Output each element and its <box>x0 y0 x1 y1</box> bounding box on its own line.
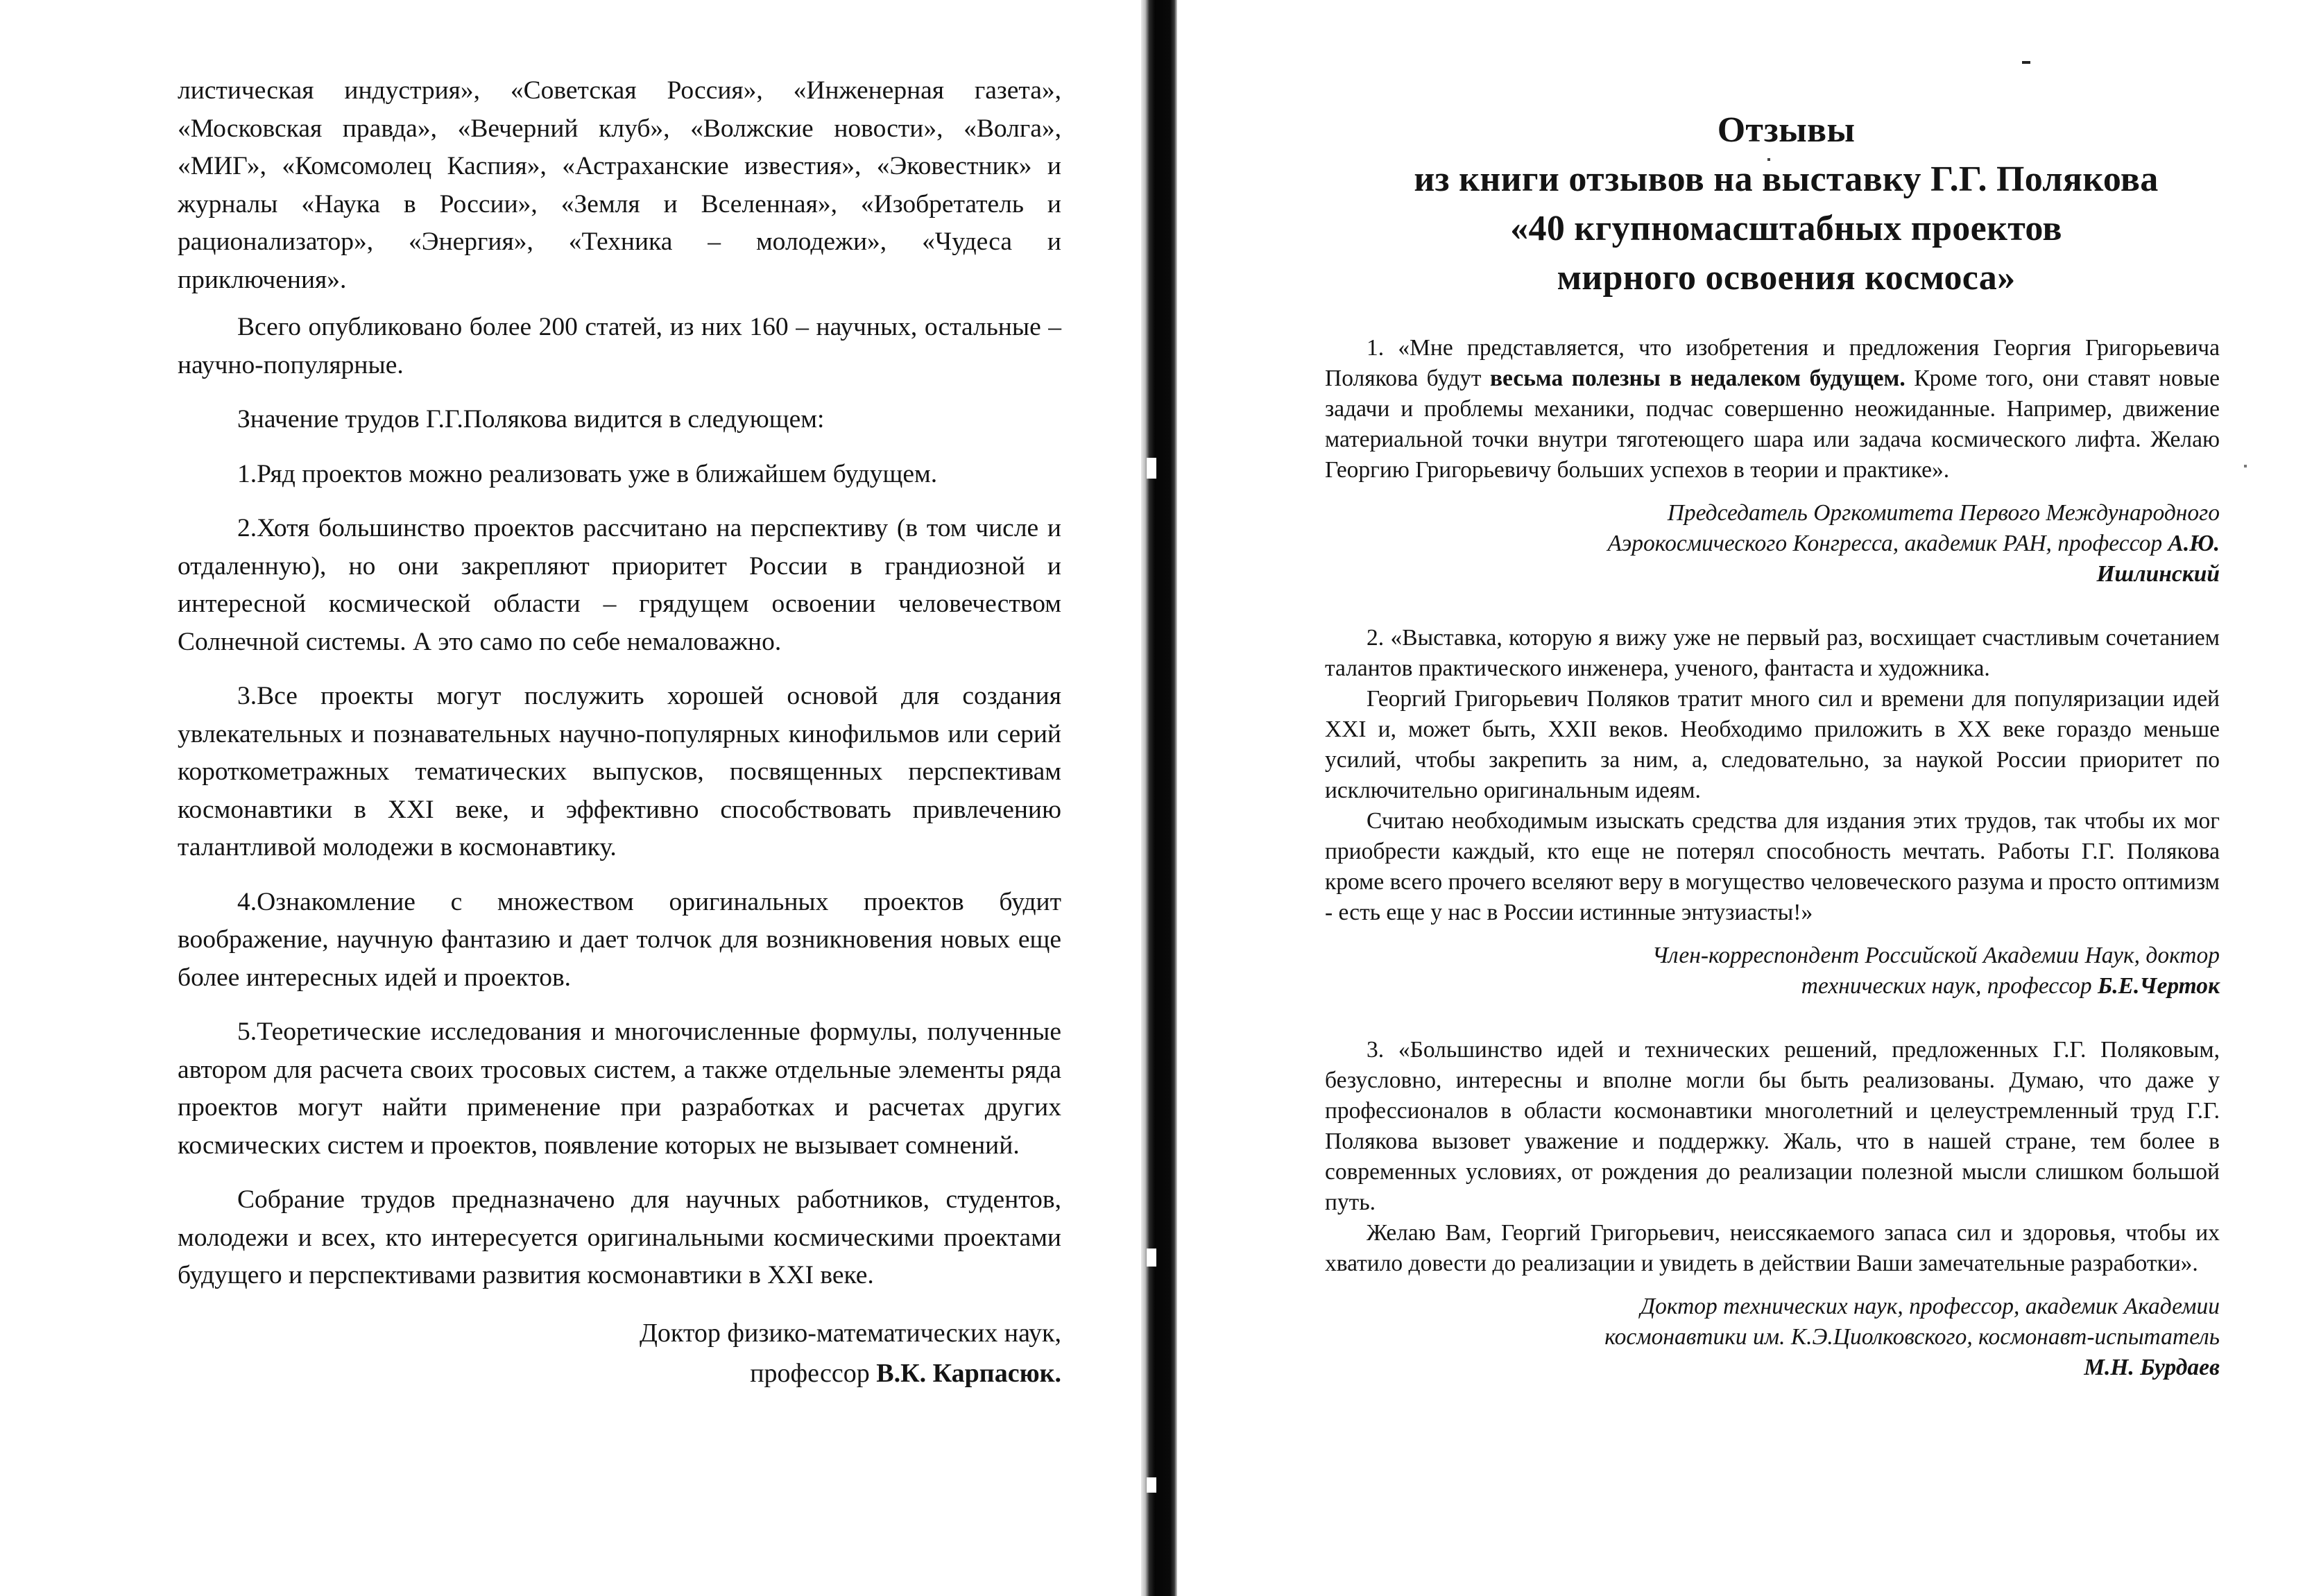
spine-notch <box>1147 1477 1156 1493</box>
title-line-1: Отзывы <box>1717 110 1856 150</box>
book-spine <box>1141 0 1177 1596</box>
review-2-paragraph-1: 2. «Выставка, которую я вижу уже не первый раз, восхищает счастливым сочетанием талантов практического инженера, ученого, фантаста и художника. <box>1325 625 2220 681</box>
review-2-author-title: Член-корреспондент Российской Академии Наук, доктор технических наук, профессор <box>1652 943 2220 999</box>
left-page <box>0 0 1138 1596</box>
title-line-3: «40 кгупномасштабных проектов <box>1510 209 2062 248</box>
review-2-paragraph-3: Считаю необходимым изыскать средства для издания этих трудов, так чтобы их мог приобрести каждый, кто еще не потерял способность мечтать. Работы Г.Г. Полякова кроме всего прочего вселяют веру в могущество человеческого разума и просто оптимизм - есть еще у нас в России истинные энтузиасты!» <box>1325 808 2220 925</box>
paragraph-publications: листическая индустрия», «Советская Россия», «Инженерная газета», «Московская правда», «Вечерний клуб», «Волжские новости», «Волга», «МИГ», «Комсомолец Каспия», «Астраханские известия», «Эковестник» и журналы «Наука в России», «Земля и Вселенная», «Изобретатель и рационализатор», «Энергия», «Техника – молодежи», «Чудеса и приключения». <box>178 76 1061 294</box>
title-line-4: мирного освоения космоса» <box>1557 258 2016 298</box>
signature-line-1: Доктор физико-математических наук, <box>639 1319 1061 1348</box>
title-line-2: из книги отзывов на выставку Г.Г. Полякова <box>1414 160 2159 199</box>
review-3-author-title: Доктор технических наук, профессор, академик Академии космонавтики им. К.Э.Циолковского, космонавт-испытатель <box>1604 1294 2220 1350</box>
left-page-body <box>178 72 1061 1312</box>
review-3-author-name: М.Н. Бурдаев <box>2084 1355 2220 1380</box>
review-3-paragraph-1: 3. «Большинство идей и технических решений, предложенных Г.Г. Поляковым, безусловно, интересны и вполне могли бы быть реализованы. Думаю, что даже у профессионалов в области космонавтики многолетний и целеустремленный труд Г.Г. Полякова вызовет уважение и поддержку. Жаль, что в нашей стране, тем более в современных условиях, от рождения до реализации полезной мысли слишком большой путь. <box>1325 1037 2220 1215</box>
review-1-author <box>1325 498 2220 590</box>
spacer <box>1325 590 2220 623</box>
paragraph-significance-intro: Значение трудов Г.Г.Полякова видится в следующем: <box>237 405 825 434</box>
signature-prefix: профессор <box>750 1359 877 1388</box>
page-speck <box>2244 465 2247 467</box>
significance-item-3: 3.Все проекты могут послужить хорошей основой для создания увлекательных и познавательных научно-популярных кинофильмов или серий короткометражных тематических выпусков, посвященных перспективам космонавтики в XXI веке, и эффективно способствовать привлечению талантливой молодежи в космонавтику. <box>178 682 1061 861</box>
review-2-author-name: Б.Е.Черток <box>2098 973 2220 999</box>
review-2-paragraph-2: Георгий Григорьевич Поляков тратит много сил и времени для популяризации идей XXI и, может быть, XXII веков. Необходимо приложить в XX веке гораздо меньше усилий, чтобы закрепить за ним, а, следовательно, за наукой России приоритет по исключительно оригинальным идеям. <box>1325 686 2220 803</box>
signature-line-2 <box>178 1353 1061 1393</box>
spine-notch <box>1147 458 1156 479</box>
review-1-text <box>1325 333 2220 486</box>
review-1-author-title: Председатель Оргкомитета Первого Международного Аэрокосмического Конгресса, академик РАН, профессор <box>1607 500 2220 556</box>
spacer <box>1325 1002 2220 1035</box>
significance-item-1: 1.Ряд проектов можно реализовать уже в ближайшем будущем. <box>237 459 938 488</box>
review-2-author <box>1325 941 2220 1002</box>
left-page-signature <box>178 1313 1061 1393</box>
review-1-emphasis: весьма полезны в недалеком будущем. <box>1489 366 1905 391</box>
signature-name: В.К. Карпасюк. <box>876 1359 1061 1388</box>
significance-item-4: 4.Ознакомление с множеством оригинальных проектов будит воображение, научную фантазию и дает толчок для возникновения новых еще более интересных идей и проектов. <box>178 887 1061 992</box>
reviews-title <box>1321 105 2251 302</box>
review-1-text-start: 1. «Мне представляется, что изобретения и предложения Георгия Григорьевича Полякова будут <box>1325 335 2220 391</box>
review-1-text-end: Кроме того, они ставят новые задачи и проблемы механики, подчас совершенно неожиданные. Например, движение материальной точки внутри тяготеющего шара или задача космического лифта. Желаю Георгию Григорьевичу больших успехов в теории и практике». <box>1325 366 2220 483</box>
reviews-body <box>1325 333 2220 1383</box>
spine-notch <box>1147 1249 1156 1267</box>
review-1-author-name: А.Ю. Ишлинский <box>2096 531 2220 587</box>
significance-item-2: 2.Хотя большинство проектов рассчитано на перспективу (в том числе и отдаленную), но они закрепляют приоритет России в грандиозной и интересной космической области – грядущем освоении человечеством Солнечной системы. А это само по себе немаловажно. <box>178 514 1061 656</box>
review-3-author <box>1325 1292 2220 1383</box>
paragraph-articles-count: Всего опубликовано более 200 статей, из них 160 – научных, остальные – научно-популярные. <box>178 313 1061 379</box>
significance-item-5: 5.Теоретические исследования и многочисленные формулы, полученные автором для расчета своих тросовых систем, а также отдельные элементы ряда проектов могут найти применение при разработках и расчетах других космических систем и проектов, появление которых не вызывает сомнений. <box>178 1018 1061 1160</box>
paragraph-audience: Собрание трудов предназначено для научных работников, студентов, молодежи и всех, кто интересуется оригинальными космическими проектами будущего и перспективами развития космонавтики в XXI веке. <box>178 1185 1061 1289</box>
page-mark <box>2022 61 2030 64</box>
review-3-paragraph-2: Желаю Вам, Георгий Григорьевич, неиссякаемого запаса сил и здоровья, чтобы их хватило довести до реализации и увидеть в действии Ваши замечательные разработки». <box>1325 1220 2220 1276</box>
